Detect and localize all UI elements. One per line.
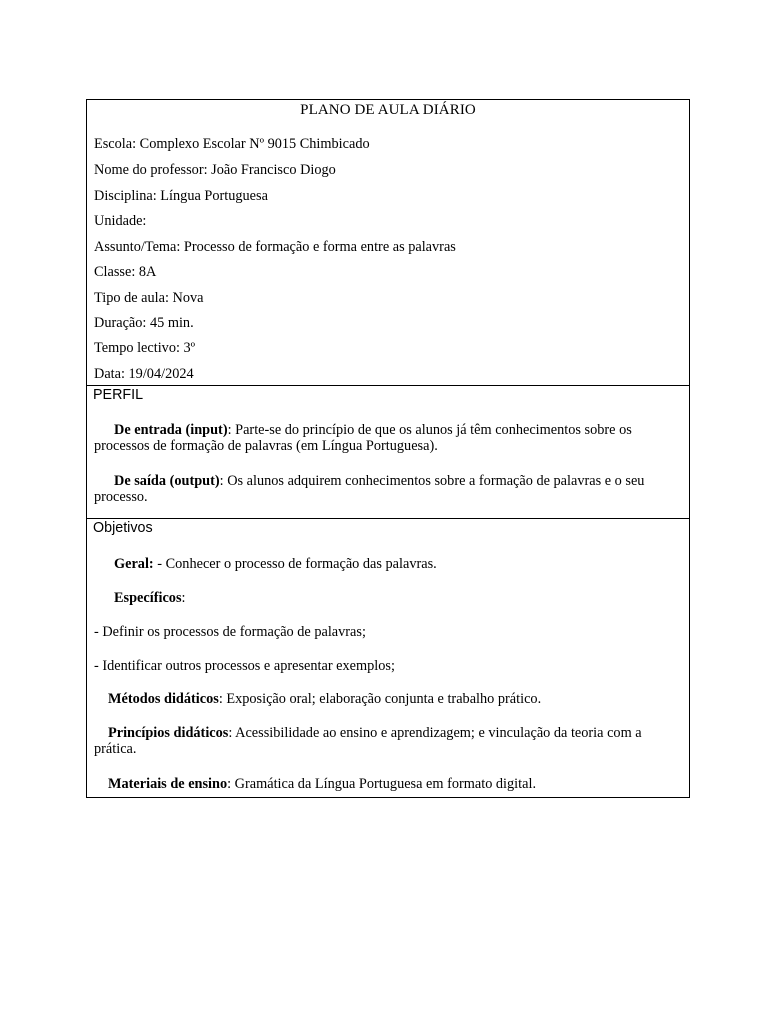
principios-text: : Acessibilidade ao ensino e aprendizagem; e vinculação da teoria com a prática. [94, 725, 642, 757]
especifico-item-1: - Definir os processos de formação de palavras; [94, 624, 366, 640]
objetivos-especificos [94, 590, 681, 606]
lesson-plan-table [86, 99, 690, 798]
objetivos-section [87, 519, 689, 797]
principios-didaticos [94, 725, 681, 757]
saida-text: : Os alunos adquirem conhecimentos sobre a formação de palavras e o seu processo. [94, 473, 645, 505]
geral-text: - Conhecer o processo de formação das palavras. [153, 556, 437, 572]
especificos-suffix: : [181, 590, 186, 606]
objetivo-geral [94, 556, 681, 572]
materiais-label: Materiais de ensino [108, 776, 228, 792]
field-escola: Escola: Complexo Escolar Nº 9015 Chimbicado [94, 136, 370, 152]
field-disciplina: Disciplina: Língua Portuguesa [94, 188, 268, 204]
field-professor: Nome do professor: João Francisco Diogo [94, 162, 336, 178]
materiais-ensino [94, 776, 681, 792]
perfil-section [87, 386, 689, 519]
entrada-text: : Parte-se do princípio de que os alunos já têm conhecimentos sobre os processos de formação de palavras (em Língua Portuguesa). [94, 422, 632, 454]
field-classe: Classe: 8A [94, 264, 157, 280]
metodos-didaticos [94, 691, 681, 707]
metodos-label: Métodos didáticos [108, 691, 219, 707]
field-tempo-lectivo: Tempo lectivo: 3º [94, 340, 196, 356]
perfil-saida [94, 473, 681, 505]
field-duracao: Duração: 45 min. [94, 315, 194, 331]
metodos-text: : Exposição oral; elaboração conjunta e trabalho prático. [218, 691, 542, 707]
field-data: Data: 19/04/2024 [94, 366, 194, 382]
plan-title: PLANO DE AULA DIÁRIO [300, 102, 476, 118]
plan-header-section [87, 100, 689, 386]
field-unidade: Unidade: [94, 213, 147, 229]
materiais-text: : Gramática da Língua Portuguesa em formato digital. [227, 776, 537, 792]
geral-label: Geral: [114, 556, 154, 572]
field-tipo-aula: Tipo de aula: Nova [94, 290, 204, 306]
field-assunto: Assunto/Tema: Processo de formação e forma entre as palavras [94, 239, 456, 255]
especifico-item-2: - Identificar outros processos e apresentar exemplos; [94, 658, 395, 674]
perfil-entrada [94, 422, 681, 454]
perfil-heading: PERFIL [93, 387, 144, 403]
principios-label: Princípios didáticos [108, 725, 229, 741]
saida-label: De saída (output) [114, 473, 220, 489]
objetivos-heading: Objetivos [93, 520, 153, 536]
entrada-label: De entrada (input) [114, 422, 228, 438]
especificos-label: Específicos [114, 590, 182, 606]
